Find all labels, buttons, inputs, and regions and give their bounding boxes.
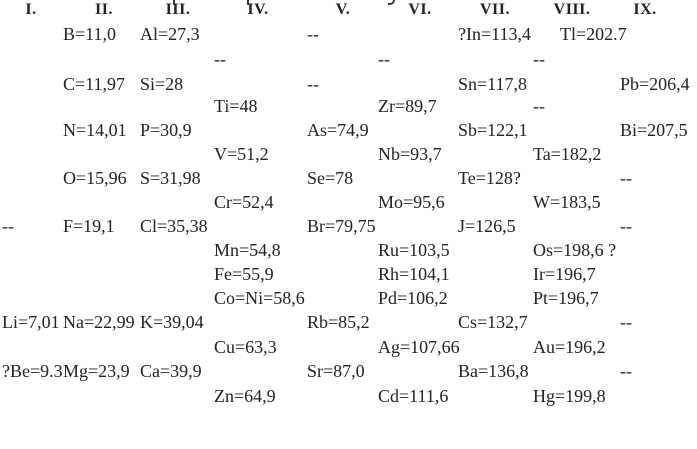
element-entry-W: W=183,5 bbox=[533, 192, 601, 212]
empty-cell: -- bbox=[378, 49, 390, 69]
element-entry-N: N=14,01 bbox=[63, 120, 127, 140]
element-entry-Na: Na=22,99 bbox=[63, 312, 135, 332]
element-entry-Nb: Nb=93,7 bbox=[378, 144, 442, 164]
element-entry-Se: Se=78 bbox=[307, 168, 354, 188]
cut-off-text-fragment bbox=[388, 0, 395, 5]
element-entry-Zr: Zr=89,7 bbox=[378, 96, 437, 116]
element-entry-Sb: Sb=122,1 bbox=[458, 120, 528, 140]
element-entry-In: ?In=113,4 bbox=[458, 24, 531, 44]
element-entry-Cu: Cu=63,3 bbox=[214, 337, 277, 357]
element-entry-As: As=74,9 bbox=[307, 120, 369, 140]
column-header-5: V. bbox=[335, 1, 351, 18]
element-entry-Pd: Pd=106,2 bbox=[378, 288, 448, 308]
element-entry-Tl: Tl=202.7 bbox=[560, 24, 627, 44]
element-entry-Ba: Ba=136,8 bbox=[458, 361, 529, 381]
element-entry-Te: Te=128? bbox=[458, 168, 521, 188]
element-entry-B: B=11,0 bbox=[63, 24, 116, 44]
column-header-4: IV. bbox=[247, 1, 269, 18]
element-entry-Pb: Pb=206,4 bbox=[620, 74, 690, 94]
empty-cell: -- bbox=[307, 74, 319, 94]
element-entry-Cr: Cr=52,4 bbox=[214, 192, 274, 212]
element-entry-V: V=51,2 bbox=[214, 144, 269, 164]
element-entry-Si: Si=28 bbox=[140, 74, 184, 94]
element-entry-Ru: Ru=103,5 bbox=[378, 240, 450, 260]
element-entry-Sr: Sr=87,0 bbox=[307, 361, 365, 381]
empty-cell: -- bbox=[620, 216, 632, 236]
element-entry-F: F=19,1 bbox=[63, 216, 115, 236]
empty-cell: -- bbox=[620, 312, 632, 332]
element-entry-Mn: Mn=54,8 bbox=[214, 240, 281, 260]
element-entry-Be: ?Be=9.3 bbox=[2, 361, 63, 381]
column-header-9: IX. bbox=[633, 1, 657, 18]
element-entry-Rh: Rh=104,1 bbox=[378, 264, 450, 284]
element-entry-Ca: Ca=39,9 bbox=[140, 361, 202, 381]
element-entry-Bi: Bi=207,5 bbox=[620, 120, 688, 140]
column-header-1: I. bbox=[25, 1, 37, 18]
empty-cell: -- bbox=[533, 96, 545, 116]
empty-cell: -- bbox=[307, 24, 319, 44]
empty-cell: -- bbox=[620, 361, 632, 381]
element-entry-Co: Co=Ni=58,6 bbox=[214, 288, 305, 308]
element-entry-Hg: Hg=199,8 bbox=[533, 386, 606, 406]
element-entry-Cl: Cl=35,38 bbox=[140, 216, 208, 236]
element-entry-O: O=15,96 bbox=[63, 168, 127, 188]
element-entry-Au: Au=196,2 bbox=[533, 337, 606, 357]
element-entry-Ag: Ag=107,66 bbox=[378, 337, 460, 357]
column-header-2: II. bbox=[95, 1, 113, 18]
element-entry-P: P=30,9 bbox=[140, 120, 192, 140]
element-entry-Mo: Mo=95,6 bbox=[378, 192, 445, 212]
element-entry-Ta: Ta=182,2 bbox=[533, 144, 602, 164]
element-entry-Os: Os=198,6 ? bbox=[533, 240, 617, 260]
element-entry-C: C=11,97 bbox=[63, 74, 125, 94]
element-entry-J: J=126,5 bbox=[458, 216, 516, 236]
element-entry-Zn: Zn=64,9 bbox=[214, 386, 276, 406]
element-entry-Sn: Sn=117,8 bbox=[458, 74, 527, 94]
element-entry-Cd: Cd=111,6 bbox=[378, 386, 449, 406]
element-entry-Ti: Ti=48 bbox=[214, 96, 258, 116]
element-entry-Br: Br=79,75 bbox=[307, 216, 376, 236]
element-entry-Fe: Fe=55,9 bbox=[214, 264, 274, 284]
element-entry-Rb: Rb=85,2 bbox=[307, 312, 370, 332]
element-entry-Li: Li=7,01 bbox=[2, 312, 60, 332]
empty-cell: -- bbox=[214, 49, 226, 69]
empty-cell: -- bbox=[2, 216, 14, 236]
element-entry-K: K=39,04 bbox=[140, 312, 204, 332]
column-header-6: VI. bbox=[408, 1, 432, 18]
element-entry-Pt: Pt=196,7 bbox=[533, 288, 599, 308]
element-entry-Cs: Cs=132,7 bbox=[458, 312, 528, 332]
element-entry-Ir: Ir=196,7 bbox=[533, 264, 596, 284]
element-entry-Mg: Mg=23,9 bbox=[63, 361, 130, 381]
column-header-7: VII. bbox=[479, 1, 511, 18]
empty-cell: -- bbox=[620, 168, 632, 188]
element-entry-S: S=31,98 bbox=[140, 168, 201, 188]
column-header-3: III. bbox=[165, 1, 191, 18]
column-header-8: VIII. bbox=[553, 1, 591, 18]
element-entry-Al: Al=27,3 bbox=[140, 24, 200, 44]
empty-cell: -- bbox=[533, 49, 545, 69]
